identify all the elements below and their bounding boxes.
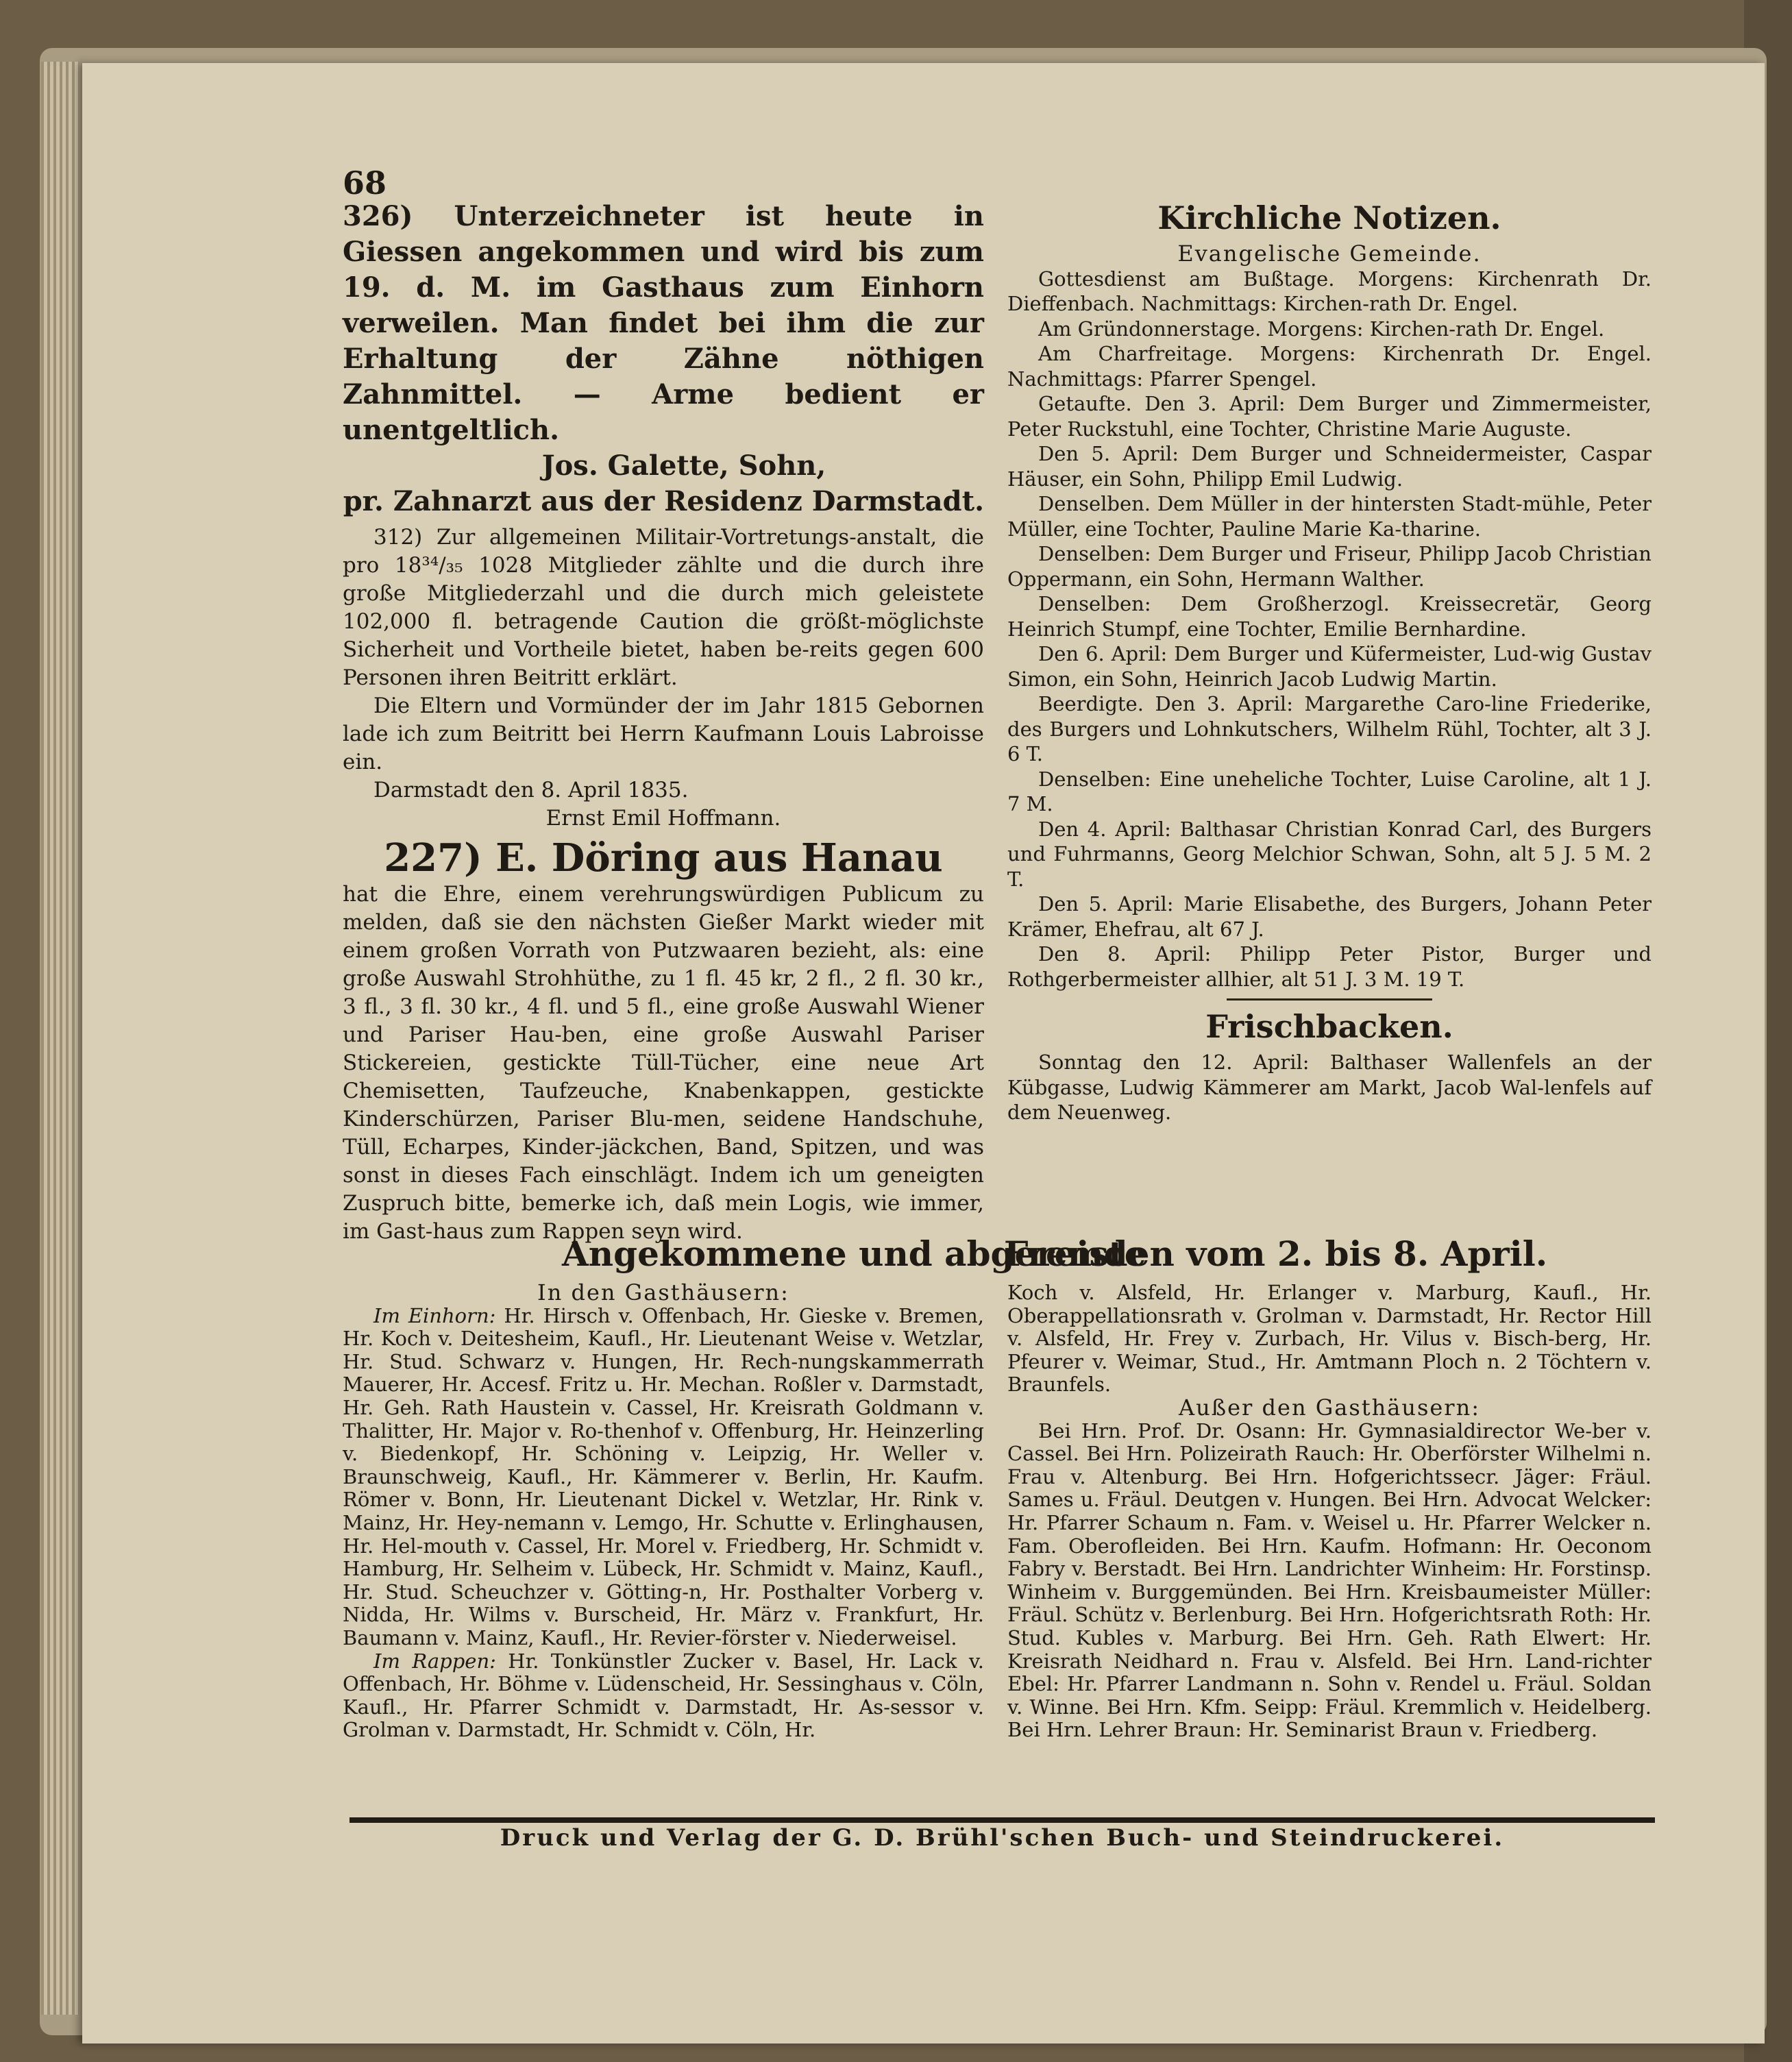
footer-rule — [349, 1817, 1655, 1823]
kirchliche-heading: Kirchliche Notizen. — [1157, 199, 1501, 236]
rappen-label: Im Rappen: — [373, 1649, 496, 1673]
kirchliche-entry: Beerdigte. Den 3. April: Margarethe Caro-line Friederike, des Burgers und Lohnkutschers, Wilhelm Rühl, Tochter, alt 3 J. 6 T. — [1007, 692, 1652, 765]
kirchliche-entry: Den 5. April: Dem Burger und Schneidermeister, Caspar Häuser, ein Sohn, Philipp Emil Ludwig. — [1007, 442, 1652, 491]
frischbacken-text: Sonntag den 12. April: Balthaser Wallenfels an der Kübgasse, Ludwig Kämmerer am Markt, Jacob Wal-lenfels auf dem Neuenweg. — [1007, 1051, 1652, 1124]
militair-notice — [343, 524, 984, 833]
fremden-heading-left: Angekommene und abgereiste — [562, 1233, 1146, 1274]
kirchliche-entry: Denselben: Eine uneheliche Tochter, Luise Caroline, alt 1 J. 7 M. — [1007, 767, 1652, 815]
doering-heading: 227) E. Döring aus Hanau — [384, 835, 943, 881]
militair-text2: Die Eltern und Vormünder der im Jahr 1815 Gebornen lade ich zum Beitritt bei Herrn Kaufmann Louis Labroisse ein. — [343, 694, 984, 774]
kirchliche-entry: Getaufte. Den 3. April: Dem Burger und Zimmermeister, Peter Ruckstuhl, eine Tochter, Christine Marie Auguste. — [1007, 392, 1652, 441]
kirchliche-entry: Den 5. April: Marie Elisabethe, des Burgers, Johann Peter Krämer, Ehefrau, alt 67 J. — [1007, 892, 1652, 941]
kirchliche-entry: Am Charfreitage. Morgens: Kirchenrath Dr. Engel. Nachmittags: Pfarrer Spengel. — [1007, 342, 1652, 391]
kirchliche-entry: Den 8. April: Philipp Peter Pistor, Burger und Rothgerbermeister allhier, alt 51 J. 3 M. 19 T. — [1007, 942, 1652, 991]
left-column — [343, 199, 984, 1246]
rappen-list — [343, 1650, 984, 1742]
militair-place-date: Darmstadt den 8. April 1835. — [373, 778, 689, 802]
ausser-heading: Außer den Gasthäusern: — [1179, 1394, 1480, 1421]
frischbacken-heading: Frischbacken. — [1205, 1008, 1453, 1045]
militair-signature: Ernst Emil Hoffmann. — [545, 806, 781, 831]
galette-text: 326) Unterzeichneter ist heute in Giessen angekommen und wird bis zum 19. d. M. im Gasthaus zum Einhorn verweilen. Man findet bei ihm die zur Erhaltung der Zähne nöthigen Zahnmittel. — Arme bedient er unentgeltlich. — [343, 200, 984, 446]
printer-imprint: Druck und Verlag der G. D. Brühl'schen Buch- und Steindruckerei. — [500, 1824, 1505, 1852]
kirchliche-entry: Gottesdienst am Bußtage. Morgens: Kirchenrath Dr. Dieffenbach. Nachmittags: Kirchen-rath Dr. Engel. — [1007, 267, 1652, 315]
kirchliche-entry: Den 6. April: Dem Burger und Küfermeister, Lud-wig Gustav Simon, ein Sohn, Heinrich Jacob Ludwig Martin. — [1007, 642, 1652, 691]
fremden-left-column — [343, 1281, 984, 1742]
galette-title: pr. Zahnarzt aus der Residenz Darmstadt. — [343, 485, 984, 517]
kirchliche-entry: Den 4. April: Balthasar Christian Konrad Carl, des Burgers und Fuhrmanns, Georg Melchior Schwan, Sohn, alt 5 J. 5 M. 2 T. — [1007, 817, 1652, 891]
militair-text: 312) Zur allgemeinen Militair-Vortretungs-anstalt, die pro 18³⁴/₃₅ 1028 Mitglieder zählte und die durch ihre große Mitgliederzahl und die durch mich geleistete 102,000 fl. betragende Caution die größt-möglichste Sicherheit und Vortheile bietet, haben be-reits gegen 600 Personen ihren Beitritt erklärt. — [343, 525, 984, 690]
rappen-text: Hr. Tonkünstler Zucker v. Basel, Hr. Lack v. Offenbach, Hr. Böhme v. Lüdenscheid, Hr. Sessinghaus v. Cöln, Kaufl., Hr. Pfarrer Schmidt v. Darmstadt, Hr. As-sessor v. Grolman v. Darmstadt, Hr. Schmidt v. Cöln, Hr. — [343, 1649, 984, 1742]
fremden-heading — [343, 1233, 1652, 1277]
einhorn-list — [343, 1305, 984, 1650]
einhorn-label: Im Einhorn: — [373, 1303, 496, 1327]
ausser-text: Bei Hrn. Prof. Dr. Osann: Hr. Gymnasialdirector We-ber v. Cassel. Bei Hrn. Polizeirath Rauch: Hr. Oberförster Wilhelmi n. Frau v. Altenburg. Bei Hrn. Hofgerichtssecr. Jäger: Fräul. Sames u. Fräul. Deutgen v. Hungen. Bei Hrn. Advocat Welcker: Hr. Pfarrer Schaum n. Fam. v. Weisel u. Hr. Pfarrer Welcker n. Fam. Oberofleiden. Bei Hrn. Kaufm. Hofmann: Hr. Oeconom Fabry v. Berstadt. Bei Hrn. Landrichter Winheim: Hr. Forstinsp. Winheim v. Burggemünden. Bei Hrn. Kreisbaumeister Müller: Fräul. Schütz v. Berlenburg. Bei Hrn. Hofgerichtsrath Roth: Hr. Stud. Kubles v. Marburg. Bei Hrn. Geh. Rath Elwert: Hr. Kreisrath Neidhard n. Frau v. Alsfeld. Bei Hrn. Land-richter Ebel: Hr. Pfarrer Landmann n. Sohn v. Rendel u. Fräul. Soldan v. Winne. Bei Hrn. Kfm. Seipp: Fräul. Kremmlich v. Heidelberg. Bei Hrn. Lehrer Braun: Hr. Seminarist Braun v. Friedberg. — [1007, 1419, 1652, 1742]
fremden-right-column — [1007, 1281, 1652, 1742]
fremden-heading-right: Fremden vom 2. bis 8. April. — [1004, 1233, 1548, 1274]
section-divider — [1227, 998, 1432, 1001]
einhorn-text: Hr. Hirsch v. Offenbach, Hr. Gieske v. Bremen, Hr. Koch v. Deitesheim, Kaufl., Hr. Lieutenant Weise v. Wetzlar, Hr. Stud. Schwarz v. Hungen, Hr. Rech-nungskammerrath Mauerer, Hr. Accesf. Fritz u. Hr. Mechan. Roßler v. Darmstadt, Hr. Geh. Rath Haustein v. Cassel, Hr. Kreisrath Goldmann v. Thalitter, Hr. Major v. Ro-thenhof v. Offenburg, Hr. Heinzerling v. Biedenkopf, Hr. Schöning v. Leipzig, Hr. Weller v. Braunschweig, Kaufl., Hr. Kämmerer v. Berlin, Hr. Kaufm. Römer v. Bonn, Hr. Lieutenant Dickel v. Wetzlar, Hr. Rink v. Mainz, Hr. Hey-nemann v. Lemgo, Hr. Schutte v. Erlinghausen, Hr. Hel-mouth v. Cassel, Hr. Morel v. Friedberg, Hr. Schmidt v. Hamburg, Hr. Selheim v. Lübeck, Hr. Schmidt v. Mainz, Kaufl., Hr. Stud. Scheuchzer v. Götting-n, Hr. Posthalter Vorberg v. Nidda, Hr. Wilms v. Burscheid, Hr. März v. Frankfurt, Hr. Baumann v. Mainz, Kaufl., Hr. Revier-förster v. Niederweisel. — [343, 1303, 984, 1649]
right-column — [1007, 199, 1652, 1125]
kirchliche-entry: Denselben: Dem Burger und Friseur, Philipp Jacob Christian Oppermann, ein Sohn, Hermann Walther. — [1007, 542, 1652, 591]
galette-signature: Jos. Galette, Sohn, — [541, 450, 826, 482]
fremden-subheading: In den Gasthäusern: — [537, 1279, 789, 1305]
doering-notice — [343, 835, 984, 1246]
kirchliche-entry: Am Gründonnerstage. Morgens: Kirchen-rath Dr. Engel. — [1038, 317, 1605, 341]
kirchliche-entry: Denselben. Dem Müller in der hintersten Stadt-mühle, Peter Müller, eine Tochter, Pauline Marie Ka-tharine. — [1007, 492, 1652, 541]
fremden-continued: Koch v. Alsfeld, Hr. Erlanger v. Marburg, Kaufl., Hr. Oberappellationsrath v. Grolman v. Darmstadt, Hr. Rector Hill v. Alsfeld, Hr. Frey v. Zurbach, Hr. Vilus v. Bisch-berg, Hr. Pfeurer v. Weimar, Stud., Hr. Amtmann Ploch n. 2 Töchtern v. Braunfels. — [1007, 1281, 1652, 1397]
galette-notice — [343, 199, 984, 519]
page-number: 68 — [343, 164, 387, 201]
page-edges — [41, 62, 79, 2015]
doering-text: hat die Ehre, einem verehrungswürdigen Publicum zu melden, daß sie den nächsten Gießer Markt wieder mit einem großen Vorrath von Putzwaaren bezieht, als: eine große Auswahl Strohhüthe, zu 1 fl. 45 kr, 2 fl., 2 fl. 30 kr., 3 fl., 3 fl. 30 kr., 4 fl. und 5 fl., eine große Auswahl Wiener und Pariser Hau-ben, eine große Auswahl Pariser Stickereien, gestickte Tüll-Tücher, eine neue Art Chemisetten, Taufzeuche, Knabenkappen, gestickte Kinderschürzen, Pariser Blu-men, seidene Handschuhe, Tüll, Echarpes, Kinder-jäckchen, Band, Spitzen, und was sonst in dieses Fach einschlägt. Indem ich um geneigten Zuspruch bitte, bemerke ich, daß mein Logis, wie immer, im Gast-haus zum Rappen seyn wird. — [343, 882, 984, 1244]
kirchliche-entry: Denselben: Dem Großherzogl. Kreissecretär, Georg Heinrich Stumpf, eine Tochter, Emilie Bernhardine. — [1007, 592, 1652, 641]
kirchliche-subheading: Evangelische Gemeinde. — [1177, 241, 1482, 267]
